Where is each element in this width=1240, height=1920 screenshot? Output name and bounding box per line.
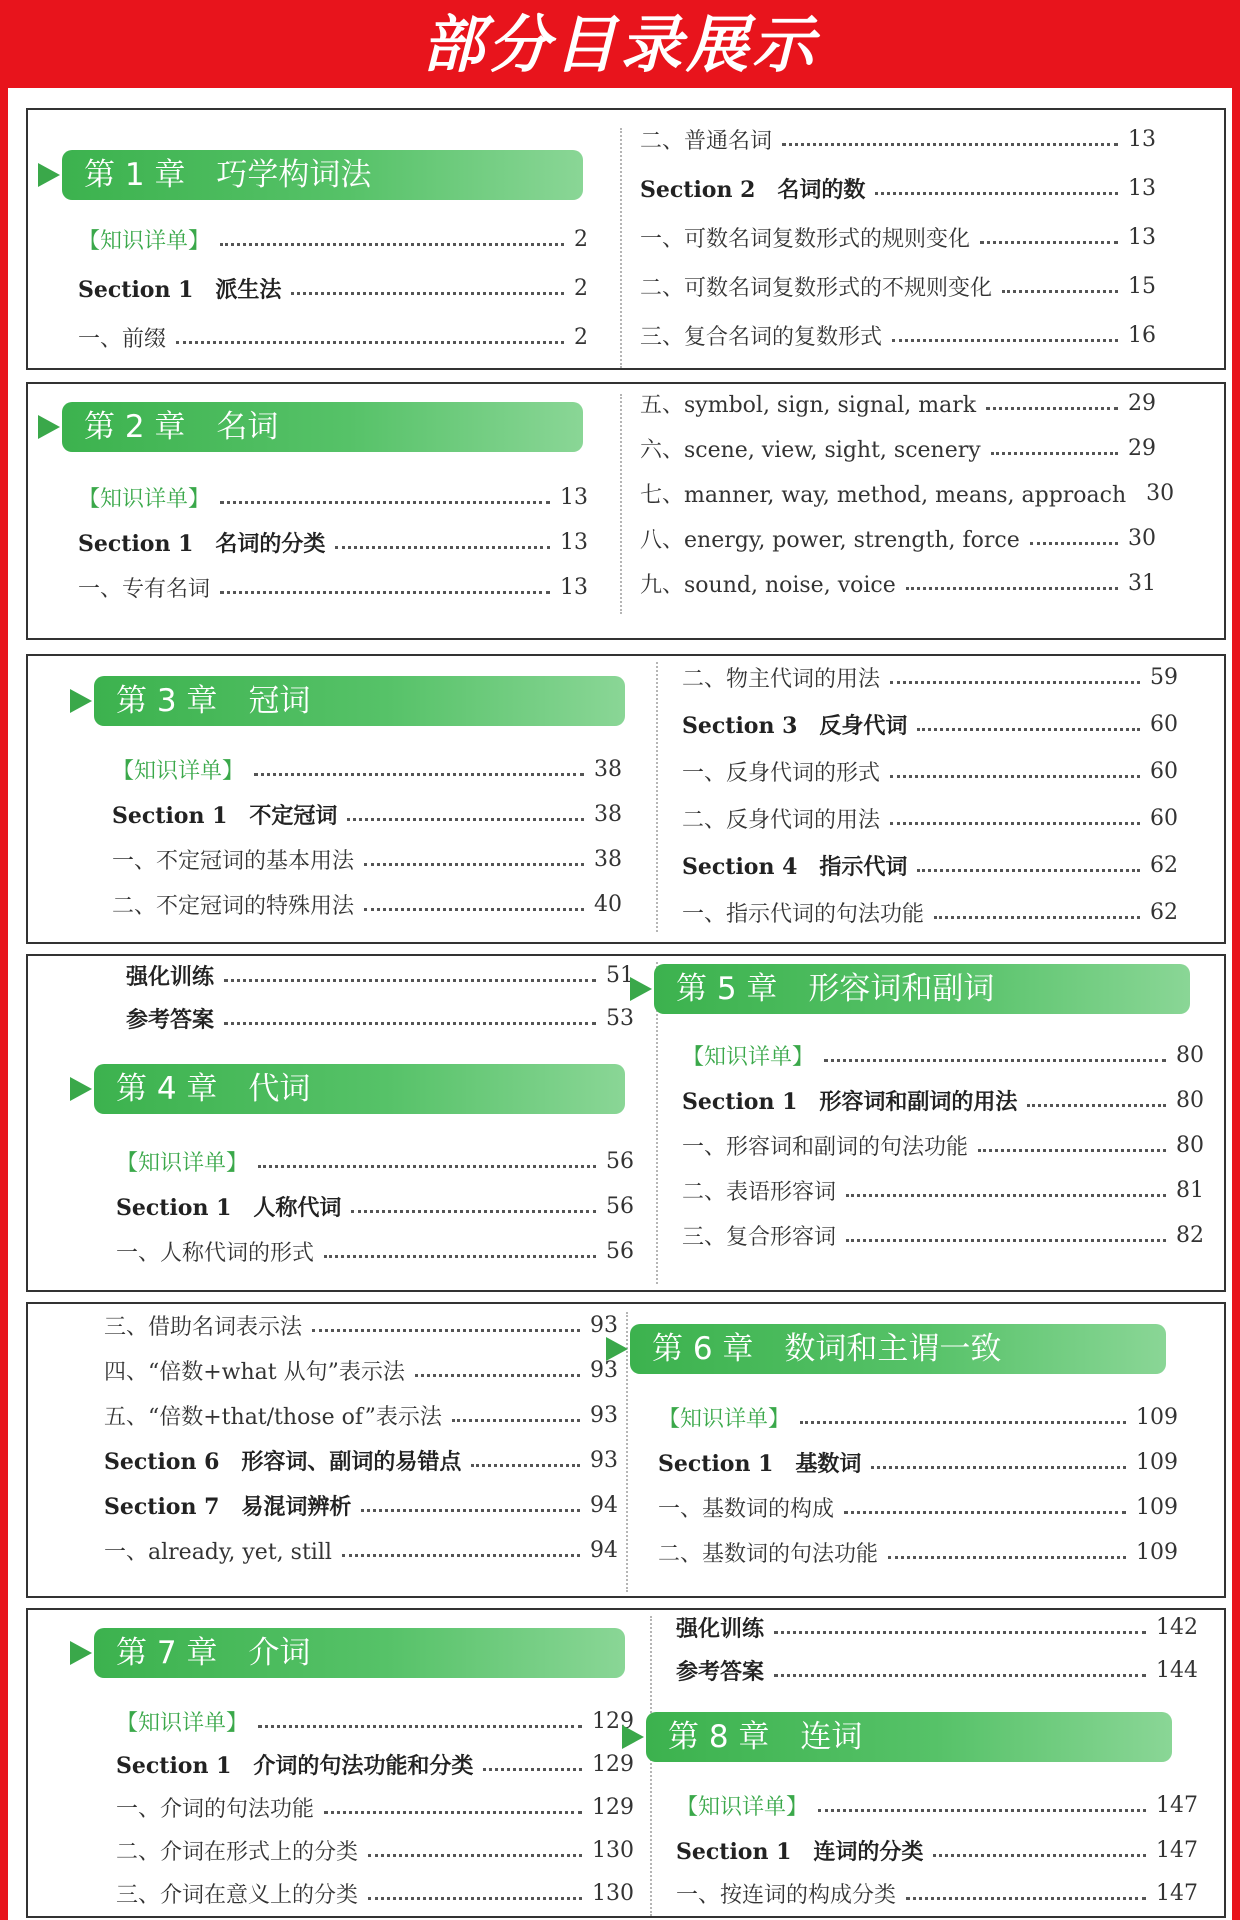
toc-entry[interactable]: 参考答案 53 <box>126 1005 634 1033</box>
toc-entry[interactable]: 二、基数词的句法功能 109 <box>658 1539 1178 1567</box>
toc-panel-2 <box>26 382 1226 640</box>
toc-entry[interactable]: 五、symbol, sign, signal, mark 29 <box>640 390 1156 418</box>
toc-entry[interactable]: 一、形容词和副词的句法功能 80 <box>682 1132 1204 1160</box>
toc-entry[interactable]: 【知识详单】 13 <box>78 484 588 512</box>
toc-page <box>8 88 1232 1920</box>
chevron-right-icon <box>622 1725 644 1749</box>
toc-entry[interactable]: 二、普通名词 13 <box>640 126 1156 154</box>
toc-entry[interactable]: 一、前缀 2 <box>78 324 588 352</box>
toc-entry[interactable]: 七、manner, way, method, means, approach 30 <box>640 480 1175 508</box>
chevron-right-icon <box>70 1641 92 1665</box>
toc-entry[interactable]: 三、复合名词的复数形式 16 <box>640 322 1156 350</box>
toc-entry[interactable]: 一、按连词的构成分类 147 <box>676 1880 1198 1908</box>
toc-entry[interactable]: 【知识详单】 80 <box>682 1042 1204 1070</box>
toc-entry[interactable]: Section 1 基数词 109 <box>658 1449 1178 1477</box>
toc-entry[interactable]: 六、scene, view, sight, scenery 29 <box>640 435 1156 463</box>
chapter-heading[interactable]: 第 7 章 介词 <box>70 1628 625 1678</box>
toc-panel-5 <box>26 1302 1226 1598</box>
toc-entry[interactable]: 一、指示代词的句法功能 62 <box>682 899 1178 927</box>
toc-entry[interactable]: Section 6 形容词、副词的易错点 93 <box>104 1447 618 1475</box>
toc-entry[interactable]: Section 1 名词的分类 13 <box>78 529 588 557</box>
toc-entry[interactable]: Section 1 人称代词 56 <box>116 1193 634 1221</box>
toc-entry[interactable]: Section 1 派生法 2 <box>78 275 588 303</box>
toc-entry[interactable]: 二、反身代词的用法 60 <box>682 805 1178 833</box>
toc-entry[interactable]: 八、energy, power, strength, force 30 <box>640 525 1156 553</box>
toc-entry[interactable]: 三、借助名词表示法 93 <box>104 1312 618 1340</box>
toc-entry[interactable]: Section 3 反身代词 60 <box>682 711 1178 739</box>
chapter-heading[interactable]: 第 8 章 连词 <box>622 1712 1172 1762</box>
toc-panel-4 <box>26 954 1226 1292</box>
chapter-heading[interactable]: 第 3 章 冠词 <box>70 676 625 726</box>
toc-entry[interactable]: Section 4 指示代词 62 <box>682 852 1178 880</box>
column-divider <box>620 128 622 368</box>
toc-entry[interactable]: 二、表语形容词 81 <box>682 1177 1204 1205</box>
toc-panel-1 <box>26 108 1226 370</box>
toc-entry[interactable]: 一、介词的句法功能 129 <box>116 1794 634 1822</box>
column-divider <box>620 394 622 614</box>
chapter-heading[interactable]: 第 6 章 数词和主谓一致 <box>606 1324 1166 1374</box>
banner-title: 部分目录展示 <box>421 8 818 81</box>
toc-entry[interactable]: 二、不定冠词的特殊用法 40 <box>112 891 622 919</box>
chevron-right-icon <box>606 1337 628 1361</box>
column-divider <box>656 662 658 932</box>
toc-entry[interactable]: Section 1 不定冠词 38 <box>112 801 622 829</box>
toc-entry[interactable]: 九、sound, noise, voice 31 <box>640 570 1156 598</box>
toc-entry[interactable]: 二、物主代词的用法 59 <box>682 664 1178 692</box>
toc-entry[interactable]: 一、反身代词的形式 60 <box>682 758 1178 786</box>
chevron-right-icon <box>70 689 92 713</box>
chevron-right-icon <box>38 163 60 187</box>
toc-panel-6 <box>26 1608 1226 1918</box>
chapter-heading[interactable]: 第 5 章 形容词和副词 <box>630 964 1190 1014</box>
toc-entry[interactable]: 一、already, yet, still 94 <box>104 1537 618 1565</box>
toc-entry[interactable]: 强化训练 142 <box>676 1614 1198 1642</box>
chapter-heading[interactable]: 第 1 章 巧学构词法 <box>38 150 583 200</box>
toc-entry[interactable]: 二、可数名词复数形式的不规则变化 15 <box>640 273 1156 301</box>
toc-entry[interactable]: 三、介词在意义上的分类 130 <box>116 1880 634 1908</box>
toc-entry[interactable]: 【知识详单】 109 <box>658 1404 1178 1432</box>
toc-entry[interactable]: 【知识详单】 129 <box>116 1708 634 1736</box>
toc-entry[interactable]: 强化训练 51 <box>126 962 634 990</box>
toc-entry[interactable]: Section 1 介词的句法功能和分类 129 <box>116 1751 634 1779</box>
toc-entry[interactable]: 一、人称代词的形式 56 <box>116 1238 634 1266</box>
toc-entry[interactable]: 三、复合形容词 82 <box>682 1222 1204 1250</box>
toc-entry[interactable]: 一、不定冠词的基本用法 38 <box>112 846 622 874</box>
chevron-right-icon <box>38 415 60 439</box>
toc-entry[interactable]: 一、可数名词复数形式的规则变化 13 <box>640 224 1156 252</box>
banner <box>0 0 1240 88</box>
toc-entry[interactable]: 【知识详单】 2 <box>78 226 588 254</box>
toc-entry[interactable]: 一、专有名词 13 <box>78 574 588 602</box>
toc-entry[interactable]: 参考答案 144 <box>676 1657 1198 1685</box>
toc-entry[interactable]: 四、“倍数+what 从句”表示法 93 <box>104 1357 618 1385</box>
toc-entry[interactable]: Section 2 名词的数 13 <box>640 175 1156 203</box>
toc-entry[interactable]: 【知识详单】 56 <box>116 1148 634 1176</box>
toc-entry[interactable]: 二、介词在形式上的分类 130 <box>116 1837 634 1865</box>
toc-entry[interactable]: Section 7 易混词辨析 94 <box>104 1492 618 1520</box>
toc-entry[interactable]: Section 1 连词的分类 147 <box>676 1837 1198 1865</box>
column-divider <box>650 1616 652 1916</box>
chapter-heading[interactable]: 第 4 章 代词 <box>70 1064 625 1114</box>
toc-entry[interactable]: 【知识详单】 38 <box>112 756 622 784</box>
chevron-right-icon <box>70 1077 92 1101</box>
toc-entry[interactable]: 【知识详单】 147 <box>676 1792 1198 1820</box>
chapter-heading[interactable]: 第 2 章 名词 <box>38 402 583 452</box>
chevron-right-icon <box>630 977 652 1001</box>
toc-entry[interactable]: Section 1 形容词和副词的用法 80 <box>682 1087 1204 1115</box>
toc-entry[interactable]: 一、基数词的构成 109 <box>658 1494 1178 1522</box>
toc-entry[interactable]: 五、“倍数+that/those of”表示法 93 <box>104 1402 618 1430</box>
toc-panel-3 <box>26 654 1226 944</box>
